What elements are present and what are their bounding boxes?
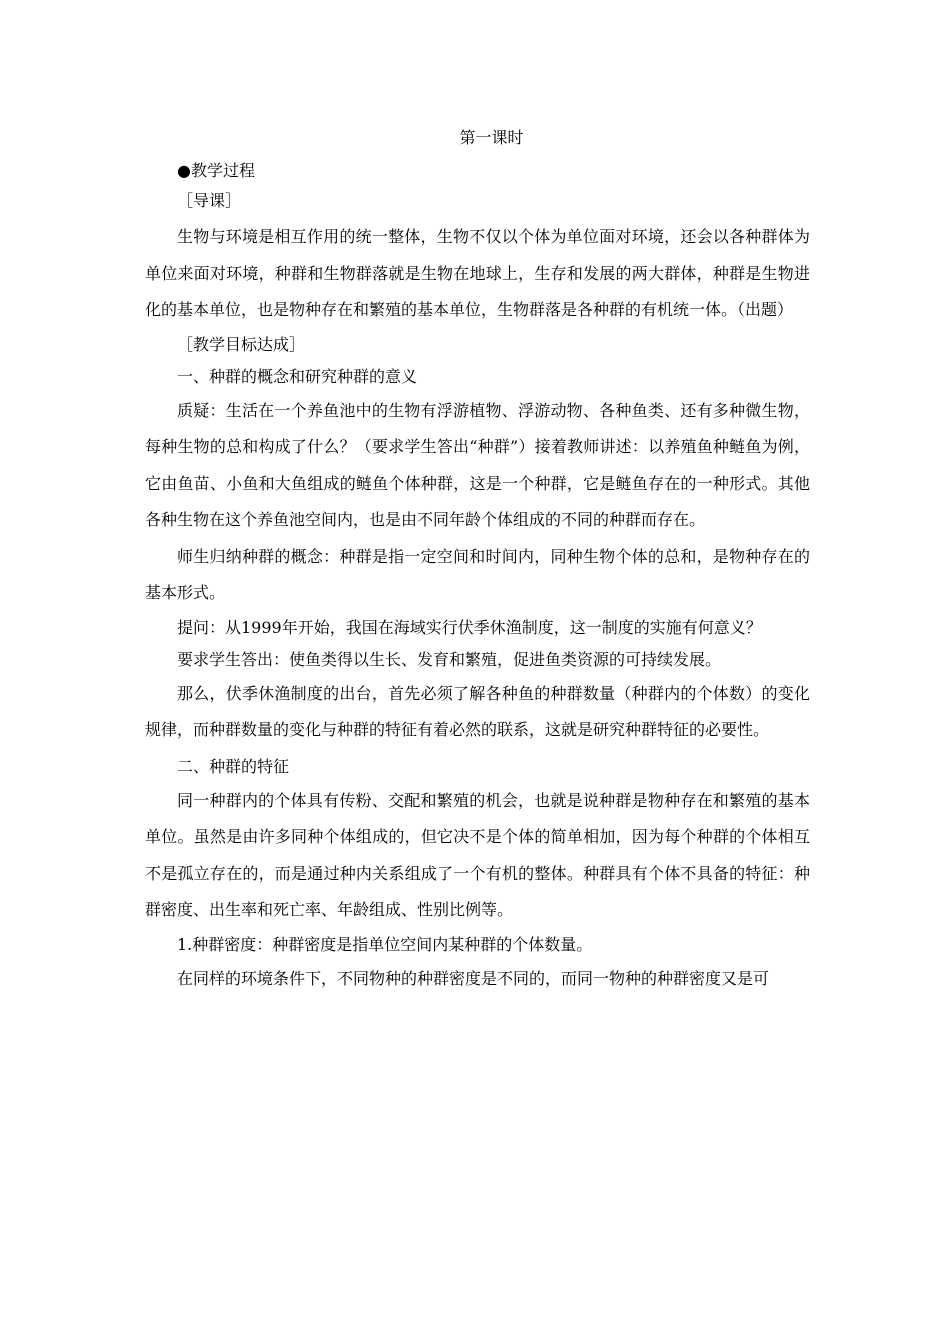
lesson-title: 第一课时 <box>459 128 524 147</box>
answer-line: 要求学生答出：使鱼类得以生长、发育和繁殖，促进鱼类资源的可持续发展。 <box>177 649 722 669</box>
feature-paragraph: 同一种群内的个体具有传粉、交配和繁殖的机会，也就是说种群是物种存在和繁殖的基本单位。虽然是由许多同种个体组成的，但它决不是个体的简单相加，因为每个种群的个体相互不是孤立存在的，而是通过种内关系组成了一个有机的整体。种群具有个体不具备的特征：种群密度、出生率和死亡率、年龄组成、性别比例等。 <box>145 790 810 919</box>
ask-line: 提问：从1999年开始，我国在海域实行伏季休渔制度，这一制度的实施有何意义？ <box>177 617 762 637</box>
intro-paragraph: 生物与环境是相互作用的统一整体，生物不仅以个体为单位面对环境，还会以各种群体为单位来面对环境，种群和生物群落就是生物在地球上，生存和发展的两大群体，种群是生物进化的基本单位，也是物种存在和繁殖的基本单位，生物群落是各种群的有机统一体。（出题） <box>145 227 810 319</box>
question-paragraph: 质疑：生活在一个养鱼池中的生物有浮游植物、浮游动物、各种鱼类、还有多种微生物，每种生物的总和构成了什么？（要求学生答出“种群”）接着教师讲述：以养殖鱼种鲢鱼为例，它由鱼苗、小鱼和大鱼组成的鲢鱼个体种群，这是一个种群，它是鲢鱼存在的一种形式。其他各种生物在这个养鱼池空间内，也是由不同年龄个体组成的不同的种群而存在。 <box>145 400 810 529</box>
last-paragraph: 在同样的环境条件下，不同物种的种群密度是不同的，而同一物种的种群密度又是可 <box>177 968 770 988</box>
section2-heading: 二、种群的特征 <box>177 756 290 776</box>
teaching-process-heading: ●教学过程 <box>177 161 255 180</box>
density-line: 1.种群密度：种群密度是指单位空间内某种群的个体数量。 <box>177 934 593 954</box>
intro-heading: ［导课］ <box>177 191 242 210</box>
section1-heading: 一、种群的概念和研究种群的意义 <box>177 366 418 386</box>
document-body <box>145 124 810 997</box>
concept-paragraph: 师生归纳种群的概念：种群是指一定空间和时间内，同种生物个体的总和，是物种存在的基本形式。 <box>145 546 810 602</box>
then-paragraph: 那么，伏季休渔制度的出台，首先必须了解各种鱼的种群数量（种群内的个体数）的变化规律，而种群数量的变化与种群的特征有着必然的联系，这就是研究种群特征的必要性。 <box>145 683 810 739</box>
goal-heading: ［教学目标达成］ <box>177 334 306 354</box>
